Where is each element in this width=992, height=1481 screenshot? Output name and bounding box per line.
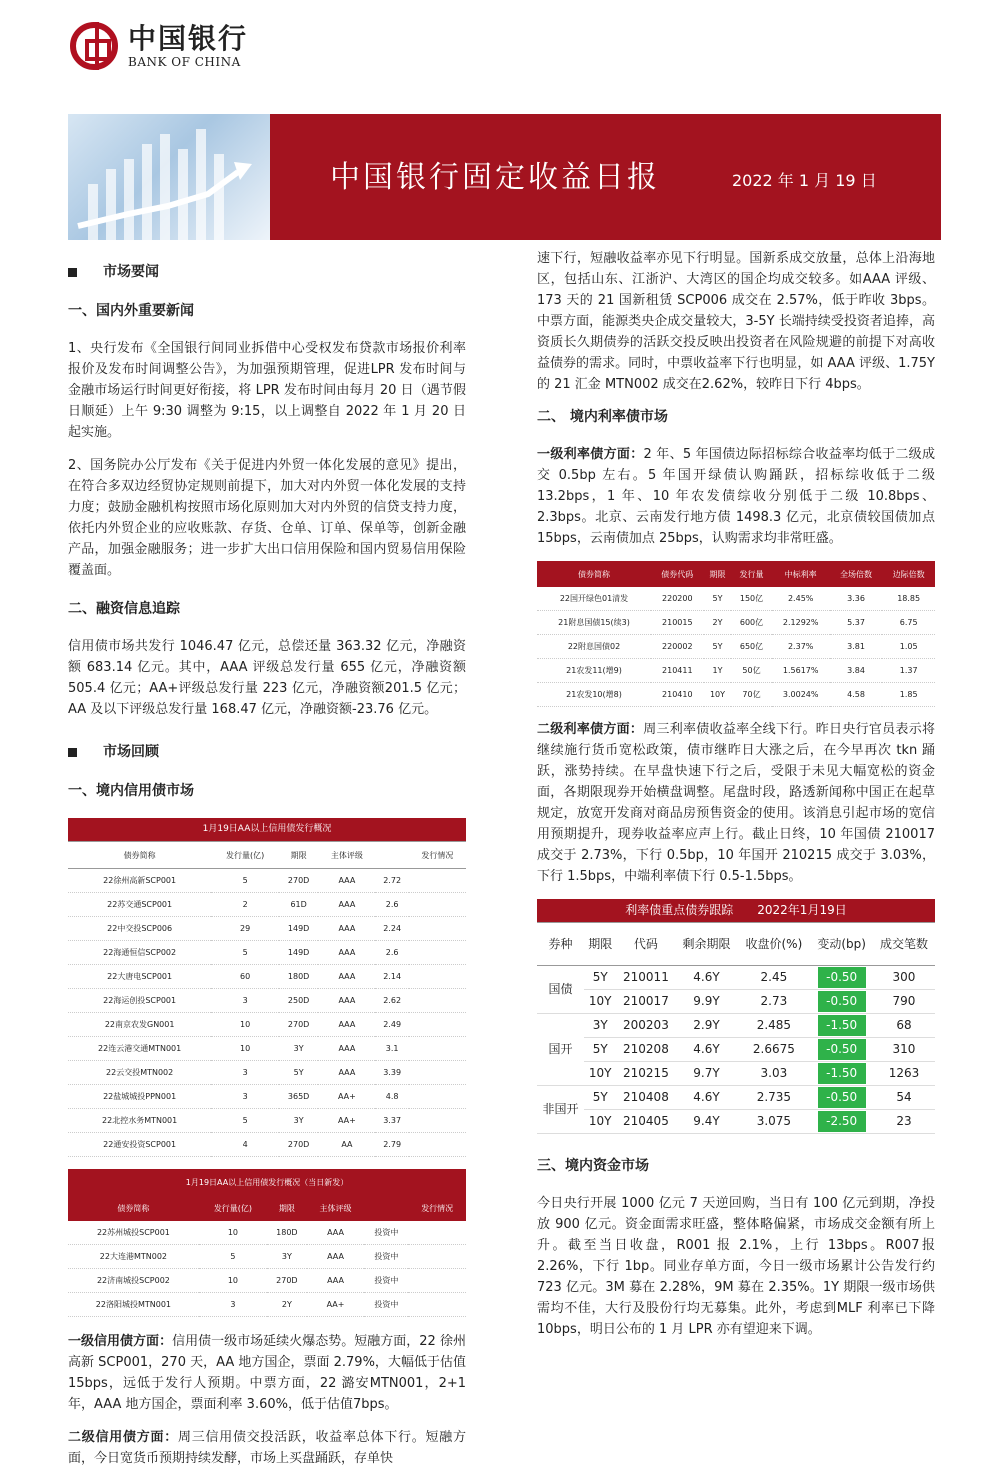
table-cell: 2.72 — [375, 869, 408, 893]
table-cell: 250D — [279, 989, 318, 1013]
table-row — [537, 659, 935, 683]
table-cell: 22北控水务MTN001 — [68, 1109, 211, 1133]
column-header: 期限 — [584, 923, 616, 966]
table-row — [537, 1038, 935, 1062]
column-header: 期限 — [267, 1195, 307, 1221]
table-cell: 270D — [279, 1133, 318, 1157]
table-cell: 5Y — [584, 1086, 616, 1110]
change-bp-cell — [810, 1038, 873, 1062]
change-bp-cell — [810, 990, 873, 1014]
table-cell: 210411 — [651, 659, 704, 683]
table-cell: 4.58 — [830, 683, 883, 707]
table-cell: 68 — [873, 1014, 935, 1038]
banner-chart-image — [68, 114, 270, 240]
table-cell: 10 — [211, 1013, 279, 1037]
table-cell: 4.6Y — [676, 966, 738, 990]
table-cell — [409, 1013, 466, 1037]
table-cell: 2.45 — [737, 966, 810, 990]
change-bp-value: -1.50 — [818, 1063, 866, 1084]
table-row — [68, 1109, 466, 1133]
table-cell: 18.85 — [882, 587, 935, 611]
table-cell: 54 — [873, 1086, 935, 1110]
table-cell: 210408 — [616, 1086, 675, 1110]
table-cell: 365D — [279, 1085, 318, 1109]
table-cell: 2Y — [704, 611, 732, 635]
table-cell: AA — [318, 1133, 375, 1157]
table-cell: AAA — [318, 941, 375, 965]
table-cell: 29 — [211, 917, 279, 941]
change-bp-cell — [810, 1062, 873, 1086]
table-row — [537, 1086, 935, 1110]
table-cell: 61D — [279, 893, 318, 917]
table-cell: AA+ — [307, 1293, 365, 1317]
bond-type-cell: 非国开 — [537, 1086, 584, 1134]
column-header: 边际倍数 — [882, 561, 935, 587]
table-row — [68, 1269, 466, 1293]
table-cell: AAA — [318, 1013, 375, 1037]
table-cell: 22洛阳城投MTN001 — [68, 1293, 199, 1317]
table-cell: 149D — [279, 941, 318, 965]
table-cell: 2.735 — [737, 1086, 810, 1110]
table-cell: AAA — [307, 1269, 365, 1293]
table-cell — [409, 1133, 466, 1157]
table-row — [68, 1013, 466, 1037]
primary-credit-paragraph: 一级信用债方面：信用债一级市场延续火爆态势。短融方面，22 徐州高新 SCP001，270 天，AA 地方国企，票面 2.79%，大幅低于估值 15bps，远低于发行人预期。中票方面，22 潞安MTN001，2+1 年，AAA 地方国企，票面利率 3.60%，低于估值7bps。 — [68, 1334, 466, 1412]
table-cell: 2.6675 — [737, 1038, 810, 1062]
table-cell: AAA — [318, 1061, 375, 1085]
table-cell — [409, 941, 466, 965]
table-cell: 2.14 — [375, 965, 408, 989]
subsection-heading: 一、境内信用债市场 — [68, 783, 194, 799]
column-header: 期限 — [704, 561, 732, 587]
table-cell: AAA — [318, 989, 375, 1013]
table-cell: 5Y — [279, 1061, 318, 1085]
table-row — [68, 1061, 466, 1085]
table-cell: 300 — [873, 966, 935, 990]
table-cell: 270D — [267, 1269, 307, 1293]
table-cell: 2 — [211, 893, 279, 917]
table-cell — [409, 989, 466, 1013]
table-cell: 210405 — [616, 1110, 675, 1134]
change-bp-cell — [810, 1086, 873, 1110]
table-cell: 1.5617% — [772, 659, 830, 683]
subsection-heading: 一、国内外重要新闻 — [68, 303, 194, 319]
primary-rate-paragraph: 一级利率债方面：2 年、5 年国债边际招标综合收益率均低于二级成交 0.5bp 左右。5 年国开绿债认购踊跃，招标综收低于二级 13.2bps，1 年、10 年农发债综收分别低于二级 10.8bps、2.3bps。北京、云南发行地方债 1498.3 亿元，北京债较国债加点 15bps，云南债加点 25bps，认购需求均非常旺盛。 — [537, 447, 935, 546]
table-cell: 2.37% — [772, 635, 830, 659]
table-cell: 22连云港交通MTN001 — [68, 1037, 211, 1061]
change-bp-value: -0.50 — [818, 967, 866, 988]
table-cell: 5 — [211, 869, 279, 893]
table-cell: 5 — [199, 1245, 267, 1269]
change-bp-value: -0.50 — [818, 1039, 866, 1060]
column-header: 债券代码 — [651, 561, 704, 587]
table-row — [537, 1110, 935, 1134]
table-cell: 3 — [211, 989, 279, 1013]
table-cell: 2.79 — [375, 1133, 408, 1157]
table-cell: 5Y — [704, 587, 732, 611]
table-cell: 3.37 — [375, 1109, 408, 1133]
table-row — [68, 869, 466, 893]
table-row — [68, 941, 466, 965]
table-cell: AAA — [307, 1221, 365, 1245]
money-market-paragraph: 今日央行开展 1000 亿元 7 天逆回购，当日有 100 亿元到期，净投放 900 亿元。资金面需求旺盛，整体略偏紧，市场成交金额有所上升。截至当日收盘，R001 报 2.1%，上行 13bps。R007报 2.26%，下行 1bp。同业存单方面，今日一级市场累计公告发行约 723 亿元。3M 募在 2.28%，9M 募在 2.35%。1Y 期限一级市场供需均不佳，大行及股份行均无募集。此外，考虑到MLF 利率已下降 10bps，明日公布的 1 月 LPR 亦有望迎来下调。 — [537, 1196, 935, 1337]
table-cell: 22大连港MTN002 — [68, 1245, 199, 1269]
table-cell: 210015 — [651, 611, 704, 635]
bond-type-cell: 国债 — [537, 966, 584, 1014]
table-row — [537, 966, 935, 990]
table-cell: 1263 — [873, 1062, 935, 1086]
table-row — [537, 990, 935, 1014]
table-cell — [409, 1061, 466, 1085]
table-row — [68, 917, 466, 941]
table-cell: 60 — [211, 965, 279, 989]
column-header: 成交笔数 — [873, 923, 935, 966]
column-header: 剩余期限 — [676, 923, 738, 966]
column-header: 主体评级 — [307, 1195, 365, 1221]
table-cell: 5 — [211, 941, 279, 965]
table-cell: 1.05 — [882, 635, 935, 659]
table-row — [68, 1133, 466, 1157]
table-cell: 210011 — [616, 966, 675, 990]
table-cell: 270D — [279, 1013, 318, 1037]
table-cell: 9.9Y — [676, 990, 738, 1014]
table-cell — [409, 1109, 466, 1133]
table-cell: AAA — [307, 1245, 365, 1269]
table-cell: 2.9Y — [676, 1014, 738, 1038]
table-cell: 4.6Y — [676, 1086, 738, 1110]
column-header: 发行情况 — [409, 842, 466, 869]
table-cell: 180D — [279, 965, 318, 989]
table-cell: 2.485 — [737, 1014, 810, 1038]
table-cell — [408, 1269, 466, 1293]
section-heading: 市场要闻 — [68, 262, 466, 283]
table-cell: 70亿 — [731, 683, 771, 707]
logo-name-cn: 中国银行 — [128, 22, 249, 55]
table-row — [68, 1221, 466, 1245]
column-header — [364, 1195, 408, 1221]
change-bp-cell — [810, 1110, 873, 1134]
table-cell: 22盐城城投PPN001 — [68, 1085, 211, 1109]
table-cell: 9.4Y — [676, 1110, 738, 1134]
column-header: 发行情况 — [408, 1195, 466, 1221]
subsection-heading: 二、融资信息追踪 — [68, 601, 180, 617]
table-cell: 10Y — [584, 1110, 616, 1134]
news-paragraph: 2、国务院办公厅发布《关于促进内外贸一体化发展的意见》提出，在符合多双边经贸协定规则前提下，加大对内外贸一体化发展的支持力度；鼓励金融机构按照市场化原则加大对内外贸的信贷支持力度，依托内外贸企业的应收账款、存货、仓单、订单、保单等，创新金融产品，加强金融服务；进一步扩大出口信用保险和国内贸易信用保险覆盖面。 — [68, 458, 466, 578]
table-cell: 23 — [873, 1110, 935, 1134]
table-cell: 2.6 — [375, 941, 408, 965]
report-banner — [68, 114, 941, 240]
table-cell: 210017 — [616, 990, 675, 1014]
table-cell: 投资中 — [364, 1269, 408, 1293]
table-cell: 22通安投资SCP001 — [68, 1133, 211, 1157]
table-cell: 149D — [279, 917, 318, 941]
table-cell: 50亿 — [731, 659, 771, 683]
table-cell: 21农发11(增9) — [537, 659, 651, 683]
table-cell: 3.81 — [830, 635, 883, 659]
table-cell: AAA — [318, 869, 375, 893]
change-bp-value: -0.50 — [818, 1087, 866, 1108]
table-cell: 10 — [199, 1221, 267, 1245]
table-cell: 3.84 — [830, 659, 883, 683]
table-cell: 21农发10(增8) — [537, 683, 651, 707]
table-cell: 21附息国债15(续3) — [537, 611, 651, 635]
table-cell: 22国开绿色01清发 — [537, 587, 651, 611]
table-cell: 22徐州高新SCP001 — [68, 869, 211, 893]
column-header: 发行量(亿) — [199, 1195, 267, 1221]
right-column — [537, 248, 935, 1352]
column-header — [375, 842, 408, 869]
table-cell — [409, 917, 466, 941]
table-row — [68, 1037, 466, 1061]
table-cell: 投资中 — [364, 1293, 408, 1317]
table-cell: 10Y — [704, 683, 732, 707]
bank-logo-icon — [70, 22, 118, 70]
table-cell: 600亿 — [731, 611, 771, 635]
table-cell: 22苏州城投SCP001 — [68, 1221, 199, 1245]
table-cell: 4 — [211, 1133, 279, 1157]
table-cell: 22云交投MTN002 — [68, 1061, 211, 1085]
report-title: 中国银行固定收益日报 — [330, 160, 660, 195]
table-cell: 22南京农发GN001 — [68, 1013, 211, 1037]
table-cell: 2.1292% — [772, 611, 830, 635]
report-date: 2022 年 1 月 19 日 — [732, 171, 877, 190]
column-header: 期限 — [279, 842, 318, 869]
credit-issuance-table — [68, 818, 466, 1157]
table-cell: AAA — [318, 893, 375, 917]
table-cell: 10 — [199, 1269, 267, 1293]
table-cell: 投资中 — [364, 1245, 408, 1269]
table-cell: 5Y — [584, 1038, 616, 1062]
table-row — [537, 587, 935, 611]
column-header: 主体评级 — [318, 842, 375, 869]
table-cell: 790 — [873, 990, 935, 1014]
table-row — [68, 989, 466, 1013]
secondary-rate-paragraph: 二级利率债方面：周三利率债收益率全线下行。昨日央行官员表示将继续施行货币宽松政策，债市继昨日大涨之后，在今早再次 tkn 踊跃，涨势持续。在早盘快速下行之后，受限于未见大幅宽松的资金面，各期限现券开始横盘调整。尾盘时段，路透新闻称中国正在起草规定，放宽开发商对商品房预售资金的使用。该消息引起市场的宽信用预期提升，现券收益率应声上行。截止日终，10 年国债 210017 成交于 2.73%，下行 0.5bp，10 年国开 210215 成交于 3.03%，下行 1.5bps，中端利率债下行 0.5-1.5bps。 — [537, 722, 935, 884]
table-row — [537, 1062, 935, 1086]
table-cell: 220002 — [651, 635, 704, 659]
table-cell: 10Y — [584, 1062, 616, 1086]
table-cell: 200203 — [616, 1014, 675, 1038]
table-cell: 5 — [211, 1109, 279, 1133]
table-cell: 270D — [279, 869, 318, 893]
table-cell: 650亿 — [731, 635, 771, 659]
column-header: 全场倍数 — [830, 561, 883, 587]
change-bp-cell — [810, 966, 873, 990]
table-cell: 3.075 — [737, 1110, 810, 1134]
table-cell — [408, 1293, 466, 1317]
table-row — [68, 1245, 466, 1269]
table-cell: 3Y — [267, 1245, 307, 1269]
table-cell: 6.75 — [882, 611, 935, 635]
table-cell: 210208 — [616, 1038, 675, 1062]
table-cell: 3.36 — [830, 587, 883, 611]
table-cell — [408, 1245, 466, 1269]
table-caption: 利率债重点债券跟踪 2022年1月19日 — [537, 899, 935, 923]
table-cell: 10 — [211, 1037, 279, 1061]
table-cell: 2.73 — [737, 990, 810, 1014]
change-bp-cell — [810, 1014, 873, 1038]
table-cell — [408, 1221, 466, 1245]
table-cell: 2.45% — [772, 587, 830, 611]
table-cell: 2.24 — [375, 917, 408, 941]
column-header: 代码 — [616, 923, 675, 966]
table-cell: 投资中 — [364, 1221, 408, 1245]
table-cell — [409, 965, 466, 989]
table-cell: 3Y — [279, 1037, 318, 1061]
table-cell: 22附息国债02 — [537, 635, 651, 659]
table-row — [537, 635, 935, 659]
table-cell: 22大唐电SCP001 — [68, 965, 211, 989]
column-header: 债券简称 — [68, 1195, 199, 1221]
table-row — [537, 611, 935, 635]
column-header: 债券简称 — [537, 561, 651, 587]
table-cell: 2.49 — [375, 1013, 408, 1037]
table-cell: 3 — [211, 1061, 279, 1085]
table-cell: 210215 — [616, 1062, 675, 1086]
change-bp-value: -1.50 — [818, 1015, 866, 1036]
table-cell: 3.1 — [375, 1037, 408, 1061]
table-cell — [409, 1037, 466, 1061]
column-header: 券种 — [537, 923, 584, 966]
rate-bond-tracking-table — [537, 899, 935, 1134]
table-row — [537, 683, 935, 707]
table-cell: 1.85 — [882, 683, 935, 707]
column-header: 债券简称 — [68, 842, 211, 869]
table-cell: 180D — [267, 1221, 307, 1245]
column-header: 发行量(亿) — [211, 842, 279, 869]
table-cell: 22济南城投SCP002 — [68, 1269, 199, 1293]
table-cell: 5Y — [704, 635, 732, 659]
table-cell: 2.6 — [375, 893, 408, 917]
bank-logo — [70, 22, 248, 70]
table-row — [68, 893, 466, 917]
table-cell: 9.7Y — [676, 1062, 738, 1086]
table-cell: 3.39 — [375, 1061, 408, 1085]
change-bp-value: -2.50 — [818, 1111, 866, 1132]
table-cell: 210410 — [651, 683, 704, 707]
subsection-heading: 二、 境内利率债市场 — [537, 409, 668, 425]
table-row — [68, 1085, 466, 1109]
bond-type-cell: 国开 — [537, 1014, 584, 1086]
table-cell: AA+ — [318, 1085, 375, 1109]
secondary-credit-paragraph: 二级信用债方面：周三信用债交投活跃，收益率总体下行。短融方面，今日宽货币预期持续发酵，市场上买盘踊跃，存单快 — [68, 1430, 466, 1466]
table-cell: 22海通恒信SCP002 — [68, 941, 211, 965]
table-cell — [409, 893, 466, 917]
column-header: 中标利率 — [772, 561, 830, 587]
table-cell: 10Y — [584, 990, 616, 1014]
news-paragraph: 1、央行发布《全国银行间同业拆借中心受权发布贷款市场报价利率报价及发布时间调整公告》，为加强预期管理，促进LPR 发布时间与金融市场运行时间更好衔接，将 LPR 发布时间由每月 20 日（遇节假日顺延）上午 9:30 调整为 9:15，以上调整自 2022 年 1 月 20 日起实施。 — [68, 341, 466, 440]
rate-auction-table — [537, 561, 935, 707]
table-cell: 310 — [873, 1038, 935, 1062]
table-row — [68, 965, 466, 989]
table-cell: 22中交投SCP006 — [68, 917, 211, 941]
table-cell: AAA — [318, 1037, 375, 1061]
table-cell: 3Y — [584, 1014, 616, 1038]
table-cell: 4.6Y — [676, 1038, 738, 1062]
table-row — [68, 1293, 466, 1317]
column-header: 发行量 — [731, 561, 771, 587]
table-cell — [409, 869, 466, 893]
change-bp-value: -0.50 — [818, 991, 866, 1012]
table-caption: 1月19日AA以上信用债发行概况 — [68, 818, 466, 842]
table-cell: 3.0024% — [772, 683, 830, 707]
table-cell: 1Y — [704, 659, 732, 683]
column-header: 收盘价(%) — [737, 923, 810, 966]
table-cell: 3Y — [279, 1109, 318, 1133]
table-cell: AAA — [318, 965, 375, 989]
table-cell: AAA — [318, 917, 375, 941]
table-cell — [409, 1085, 466, 1109]
table-cell: 5.37 — [830, 611, 883, 635]
table-cell: 2Y — [267, 1293, 307, 1317]
section-heading: 市场回顾 — [68, 742, 466, 763]
table-row — [537, 1014, 935, 1038]
table-cell: 2.62 — [375, 989, 408, 1013]
subsection-heading: 三、境内资金市场 — [537, 1158, 649, 1174]
table-cell: 22海运创投SCP001 — [68, 989, 211, 1013]
new-issuance-table — [68, 1169, 466, 1317]
table-cell: 3.03 — [737, 1062, 810, 1086]
table-cell: 150亿 — [731, 587, 771, 611]
column-header: 变动(bp) — [810, 923, 873, 966]
table-cell: 4.8 — [375, 1085, 408, 1109]
logo-name-en: BANK OF CHINA — [128, 55, 241, 69]
table-cell: 3 — [211, 1085, 279, 1109]
table-cell: 220200 — [651, 587, 704, 611]
left-column — [68, 262, 466, 1481]
table-caption: 1月19日AA以上信用债发行概况（当日新发） — [68, 1169, 466, 1195]
table-cell: 22苏交通SCP001 — [68, 893, 211, 917]
secondary-credit-continued: 速下行，短融收益率亦见下行明显。国新系成交放量，总体上沿海地区，包括山东、江浙沪、大湾区的国企均成交较多。如AAA 评级、173 天的 21 国新租赁 SCP006 成交在 2.57%，低于昨收 3bps。中票方面，能源类央企成交量较大，3-5Y 长端持续受投资者追捧，高资质长久期债券的活跃交投反映出投资者在风险规避的前提下对高收益债券的需求。同时，中票收益率下行也明显，如 AAA 评级、1.75Y 的 21 汇金 MTN002 成交在2.62%，较昨日下行 4bps。 — [537, 251, 935, 392]
table-cell: AA+ — [318, 1109, 375, 1133]
table-cell: 5Y — [584, 966, 616, 990]
table-cell: 3 — [199, 1293, 267, 1317]
financing-paragraph: 信用债市场共发行 1046.47 亿元，总偿还量 363.32 亿元，净融资额 683.14 亿元。其中，AAA 评级总发行量 655 亿元，净融资额 505.4 亿元；AA+评级总发行量 223 亿元，净融资额201.5 亿元；AA 及以下评级总发行量 168.47 亿元，净融资额-23.76 亿元。 — [68, 639, 466, 717]
table-cell: 1.37 — [882, 659, 935, 683]
